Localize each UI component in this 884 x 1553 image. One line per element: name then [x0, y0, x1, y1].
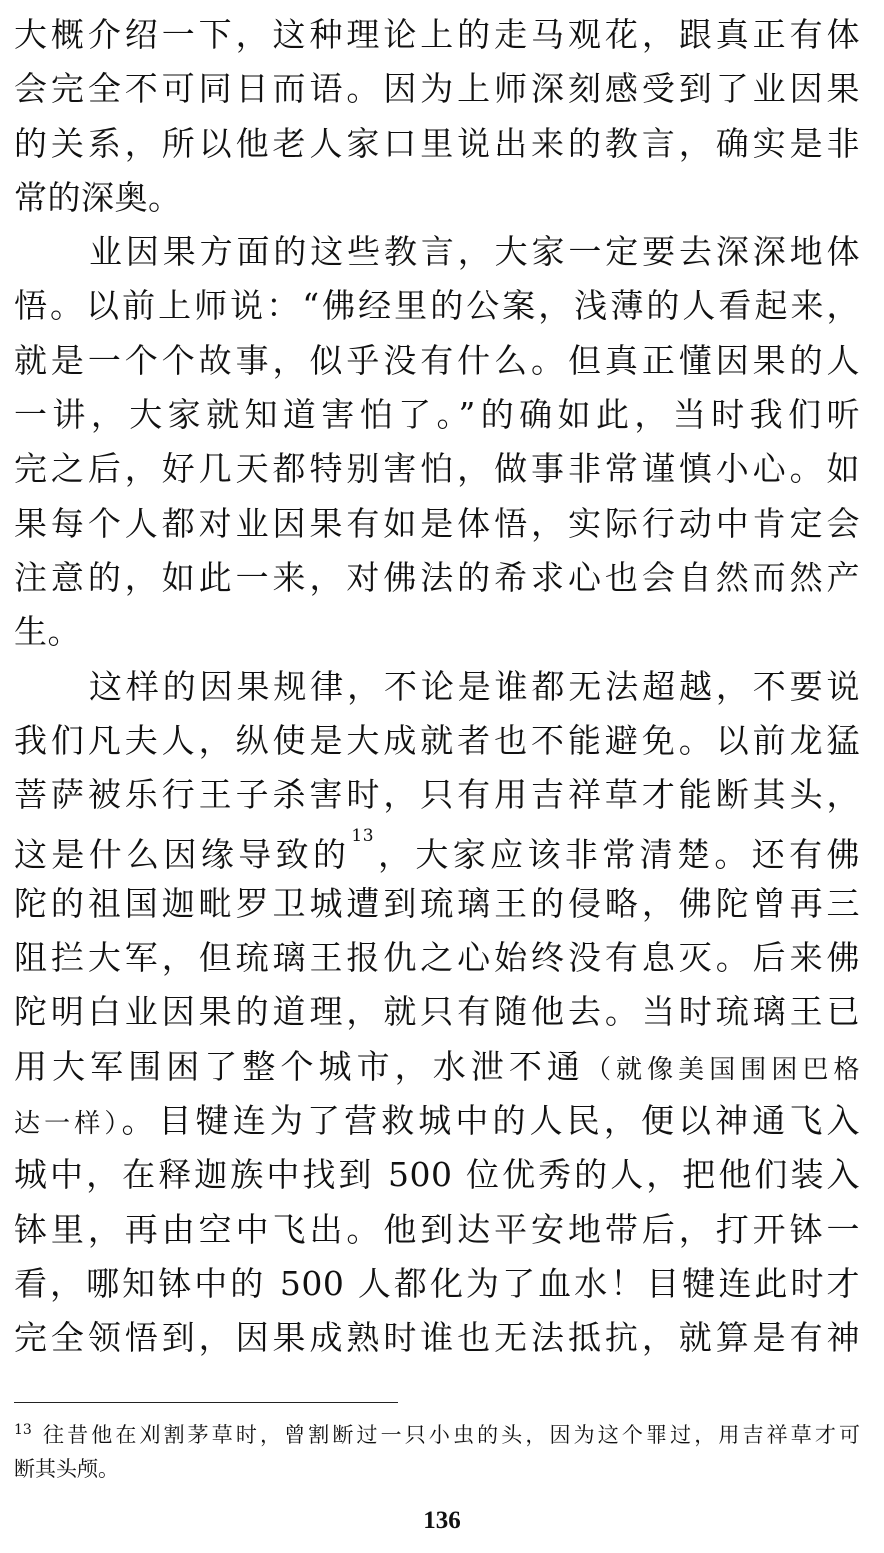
- text-line: [14, 1040, 860, 1094]
- text-line: 我们凡夫人，纵使是大成就者也不能避免。以前龙猛: [14, 720, 860, 760]
- text-line: [14, 1094, 860, 1148]
- text-line: 的关系，所以他老人家口里说出来的教言，确实是非: [14, 123, 860, 163]
- footnote-divider: [14, 1402, 398, 1403]
- text-segment: 这是什么因缘导致的: [14, 835, 351, 875]
- text-line: 注意的，如此一来，对佛法的希求心也会自然而然产: [14, 557, 860, 597]
- text-line: 业因果方面的这些教言，大家一定要去深深地体: [89, 232, 860, 272]
- text-line: 大概介绍一下，这种理论上的走马观花，跟真正有体: [14, 15, 860, 54]
- text-line: [14, 822, 860, 876]
- text-line: 常的深奥。: [14, 177, 182, 217]
- text-line: 悟。以前上师说：“佛经里的公案，浅薄的人看起来，: [14, 286, 860, 326]
- text-segment: 用大军围困了整个城市，水泄不通: [14, 1046, 585, 1086]
- footnote-line: 断其头颅。: [14, 1457, 119, 1481]
- body-text: [14, 8, 860, 1365]
- text-line: 这样的因果规律，不论是谁都无法超越，不要说: [89, 666, 860, 706]
- text-line: 看，哪知钵中的 500 人都化为了血水！目犍连此时才: [14, 1263, 860, 1303]
- text-line: 完之后，好几天都特别害怕，做事非常谨慎小心。如: [14, 449, 860, 489]
- text-line: 果每个人都对业因果有如是体悟，实际行动中肯定会: [14, 503, 860, 543]
- text-line: 城中，在释迦族中找到 500 位优秀的人，把他们装入: [14, 1155, 860, 1195]
- text-segment: ，大家应该非常清楚。还有佛: [374, 835, 861, 875]
- text-segment: 。目犍连为了营救城中的人民，便以神通飞入: [121, 1100, 860, 1140]
- text-line: 陀明白业因果的道理，就只有随他去。当时琉璃王已: [14, 992, 860, 1032]
- parenthetical-note: 达一样）: [14, 1108, 122, 1139]
- footnote: [14, 1420, 860, 1485]
- text-line: 一讲，大家就知道害怕了。”的确如此，当时我们听: [14, 395, 860, 435]
- footnote-reference[interactable]: 13: [351, 826, 375, 847]
- footnote-marker: 13: [14, 1422, 32, 1438]
- parenthetical-note: （就像美国围困巴格: [584, 1054, 860, 1085]
- text-line: 就是一个个故事，似乎没有什么。但真正懂因果的人: [14, 340, 860, 380]
- text-line: 完全领悟到，因果成熟时谁也无法抵抗，就算是有神: [14, 1318, 860, 1358]
- text-line: 阻拦大军，但琉璃王报仇之心始终没有息灭。后来佛: [14, 938, 860, 978]
- text-line: 陀的祖国迦毗罗卫城遭到琉璃王的侵略，佛陀曾再三: [14, 883, 860, 923]
- text-line: 钵里，再由空中飞出。他到达平安地带后，打开钵一: [14, 1209, 860, 1249]
- text-line: 菩萨被乐行王子杀害时，只有用吉祥草才能断其头，: [14, 775, 860, 815]
- text-line: 会完全不可同日而语。因为上师深刻感受到了业因果: [14, 69, 860, 109]
- text-line: 生。: [14, 612, 81, 652]
- footnote-line: [14, 1420, 860, 1454]
- page-number: 136: [423, 1507, 461, 1534]
- footnote-text: 往昔他在刈割茅草时，曾割断过一只小虫的头，因为这个罪过，用吉祥草才可: [39, 1423, 860, 1447]
